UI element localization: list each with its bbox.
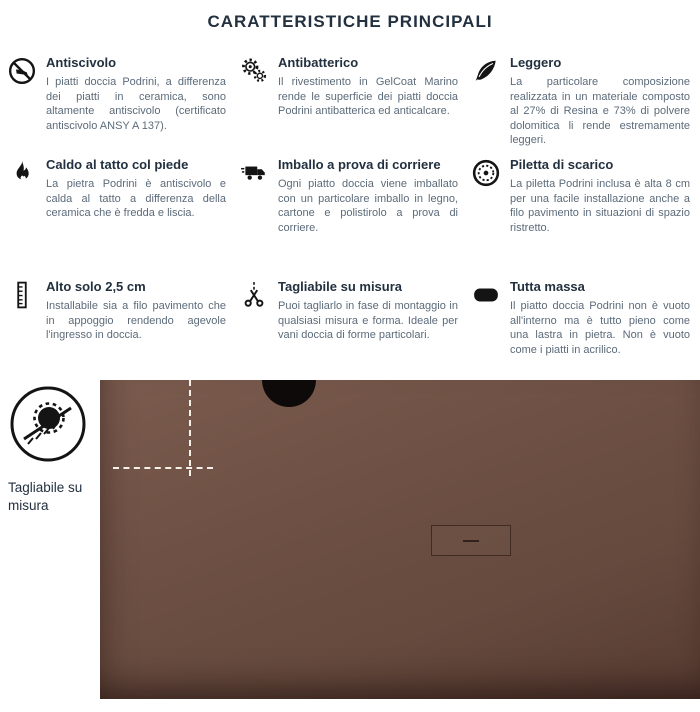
drain-cover-handle	[463, 540, 479, 542]
product-features-page	[0, 12, 700, 712]
no-slip-icon	[8, 56, 38, 85]
antibacterial-icon	[240, 56, 270, 85]
feature-imballo	[240, 158, 458, 280]
feature-description: Ogni piatto doccia viene imballato con un particolare imballo in legno, cartone e polistirolo a prova di corriere.	[278, 177, 458, 234]
feature-title: Antibatterico	[278, 55, 359, 70]
scissors-icon	[240, 280, 270, 309]
feature-description: Il piatto doccia Podrini non è vuoto all'interno ma è tutto pieno come una lastra in pietra. Non è vuoto come i piatti in acrilico.	[510, 299, 690, 356]
feature-title: Imballo a prova di corriere	[278, 157, 441, 172]
feature-description: La piletta Podrini inclusa è alta 8 cm per una facile installazione anche a filo pavimento in situazioni di spazio ristretto.	[510, 177, 690, 234]
cut-guide-line-horizontal	[113, 467, 213, 469]
solid-slab-icon	[472, 280, 502, 309]
page-title: CARATTERISTICHE PRINCIPALI	[207, 12, 493, 31]
cut-badge-label: Tagliabile su misura	[8, 480, 83, 513]
feature-antibatterico	[240, 56, 458, 158]
feature-tagliabile	[240, 280, 458, 357]
drain-hole	[262, 380, 316, 407]
feature-piletta	[472, 158, 690, 280]
feature-alto-25cm	[8, 280, 226, 357]
product-image	[100, 380, 700, 699]
feature-caldo-al-tatto	[8, 158, 226, 280]
feature-title: Caldo al tatto col piede	[46, 157, 189, 172]
feature-title: Piletta di scarico	[510, 157, 614, 172]
feature-description: I piatti doccia Podrini, a differenza dei piatti in ceramica, sono altamente antiscivolo (certificato antiscivolo ANSY A 137).	[46, 75, 226, 132]
circular-saw-icon	[8, 451, 88, 468]
feature-leggero	[472, 56, 690, 158]
feature-title: Antiscivolo	[46, 55, 117, 70]
feature-tutta-massa	[472, 280, 690, 357]
drain-cover	[431, 525, 511, 556]
drain-icon	[472, 158, 502, 187]
feature-description: La pietra Podrini è antiscivolo e calda al tatto a differenza della ceramica che è fredda e liscia.	[46, 177, 226, 220]
feature-title: Leggero	[510, 55, 562, 70]
feature-description: Il rivestimento in GelCoat Marino rende le superficie dei piatti doccia Podrini antibatterica ed anticalcare.	[278, 75, 458, 118]
cut-guide-line-vertical	[189, 380, 191, 476]
feature-title: Tutta massa	[510, 279, 585, 294]
cut-badge	[8, 384, 100, 514]
feature-title: Tagliabile su misura	[278, 279, 403, 294]
feature-description: La particolare composizione realizzata in un materiale composto al 27% di Resina e 73% di polvere dolomitica li rende estremamente leggeri.	[510, 75, 690, 147]
feature-description: Installabile sia a filo pavimento che in appoggio rendendo agevole l'ingresso in doccia.	[46, 299, 226, 342]
ruler-icon	[8, 280, 38, 309]
flame-icon	[8, 158, 38, 187]
feature-description: Puoi tagliarlo in fase di montaggio in qualsiasi misura e forma. Ideale per vani doccia di forme particolari.	[278, 299, 458, 342]
delivery-truck-icon	[240, 158, 270, 187]
features-grid	[0, 56, 700, 357]
feature-title: Alto solo 2,5 cm	[46, 279, 146, 294]
feature-antiscivolo	[8, 56, 226, 158]
feather-icon	[472, 56, 502, 85]
